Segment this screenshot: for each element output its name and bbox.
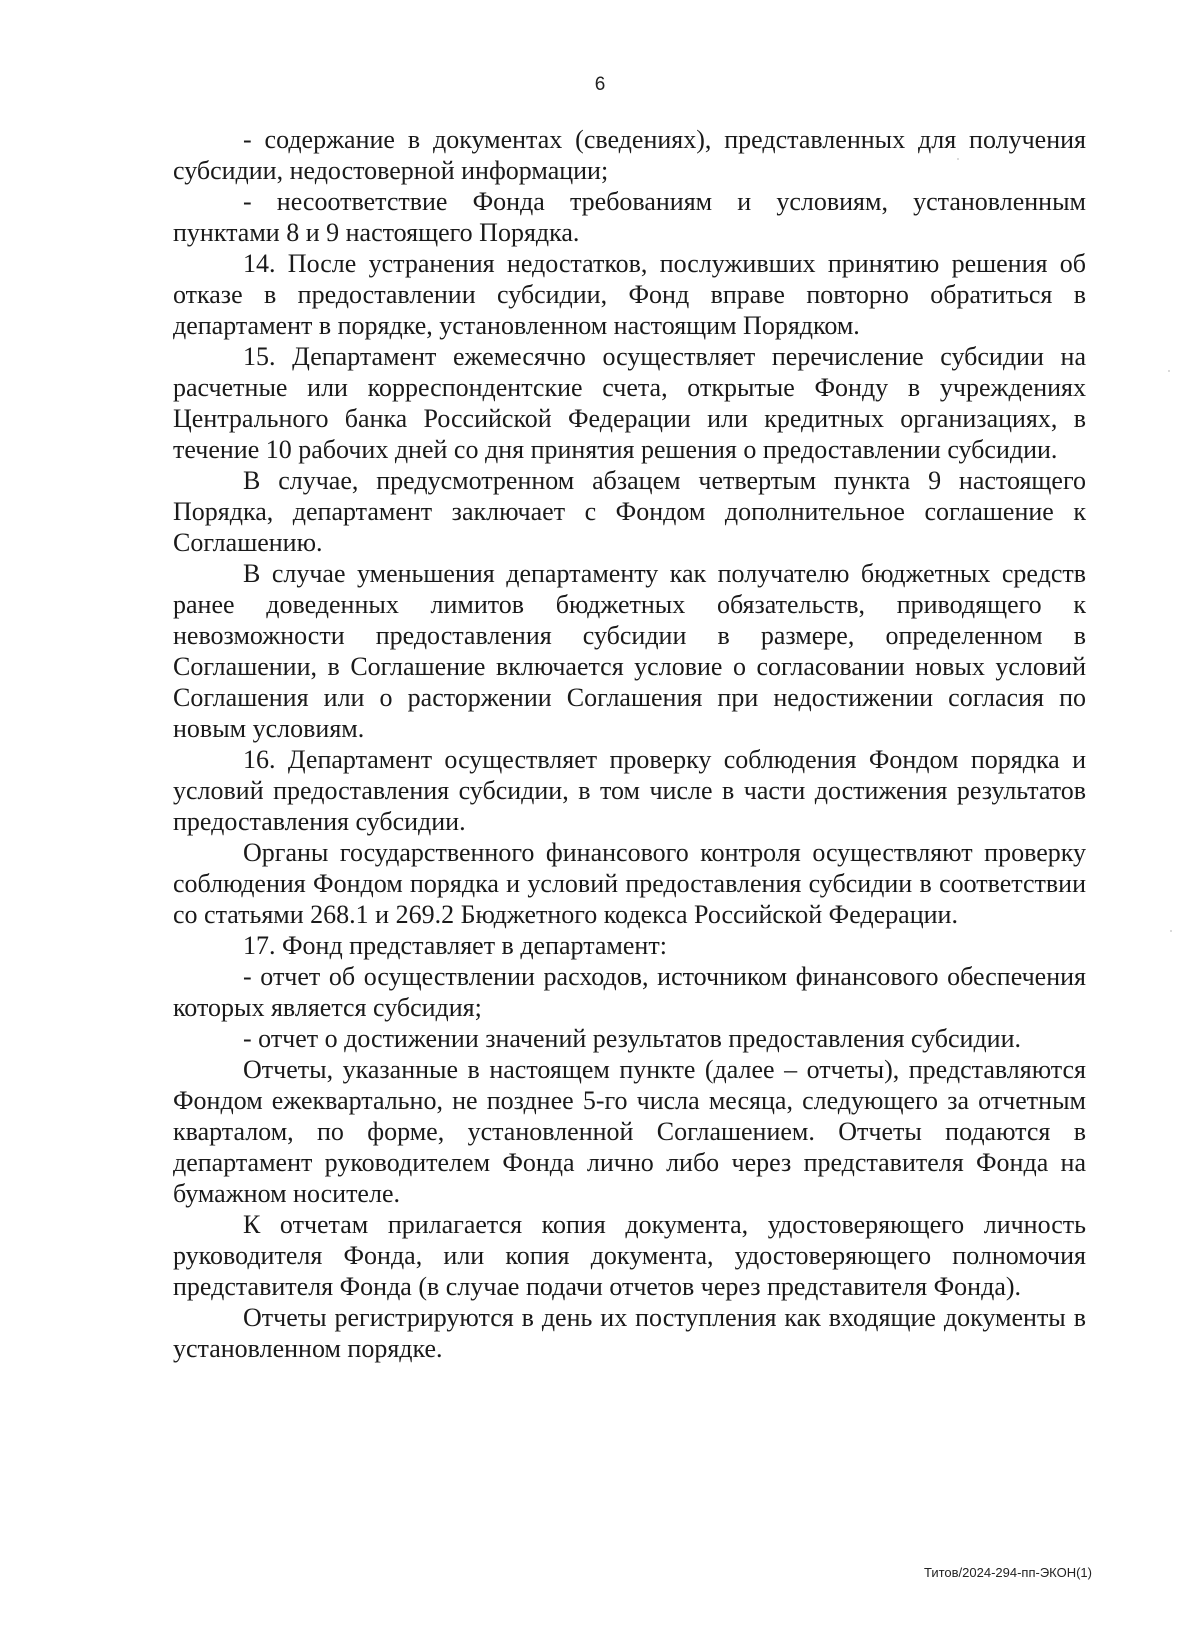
paragraph: 17. Фонд представляет в департамент:	[243, 931, 667, 960]
paragraph: К отчетам прилагается копия документа, удостоверяющего личность руководителя Фонда, или копия документа, удостоверяющего полномочия представителя Фонда (в случае подачи отчетов через представителя Фонда).	[173, 1210, 1086, 1301]
paragraph: Отчеты регистрируются в день их поступления как входящие документы в установленном порядке.	[173, 1303, 1086, 1363]
scan-speck	[1168, 370, 1170, 372]
paragraph: Органы государственного финансового контроля осуществляют проверку соблюдения Фондом порядка и условий предоставления субсидии в соответствии со статьями 268.1 и 269.2 Бюджетного кодекса Российской Федерации.	[173, 838, 1086, 929]
paragraph: 14. После устранения недостатков, послуживших принятию решения об отказе в предоставлении субсидии, Фонд вправе повторно обратиться в департамент в порядке, установленном настоящим Порядком.	[173, 249, 1086, 340]
paragraph: В случае уменьшения департаменту как получателю бюджетных средств ранее доведенных лимитов бюджетных обязательств, приводящего к невозможности предоставления субсидии в размере, определенном в Соглашении, в Соглашение включается условие о согласовании новых условий Соглашения или о расторжении Соглашения при недостижении согласия по новым условиям.	[173, 559, 1086, 743]
paragraph: - отчет о достижении значений результатов предоставления субсидии.	[243, 1024, 1021, 1053]
document-body	[173, 124, 1086, 1364]
paragraph: 15. Департамент ежемесячно осуществляет перечисление субсидии на расчетные или корреспондентские счета, открытые Фонду в учреждениях Центрального банка Российской Федерации или кредитных организациях, в течение 10 рабочих дней со дня принятия решения о предоставлении субсидии.	[173, 342, 1086, 464]
paragraph: - отчет об осуществлении расходов, источником финансового обеспечения которых является субсидия;	[173, 962, 1086, 1022]
paragraph: В случае, предусмотренном абзацем четвертым пункта 9 настоящего Порядка, департамент заключает с Фондом дополнительное соглашение к Соглашению.	[173, 466, 1086, 557]
scan-speck	[957, 158, 959, 160]
paragraph: - содержание в документах (сведениях), представленных для получения субсидии, недостоверной информации;	[173, 125, 1086, 185]
paragraph: 16. Департамент осуществляет проверку соблюдения Фондом порядка и условий предоставления субсидии, в том числе в части достижения результатов предоставления субсидии.	[173, 745, 1086, 836]
scan-speck	[1170, 930, 1172, 932]
paragraph: - несоответствие Фонда требованиям и условиям, установленным пунктами 8 и 9 настоящего Порядка.	[173, 187, 1086, 247]
page-number: 6	[594, 74, 606, 95]
document-code: Титов/2024-294-пп-ЭКОН(1)	[923, 1565, 1092, 1580]
paragraph: Отчеты, указанные в настоящем пункте (далее – отчеты), представляются Фондом ежеквартально, не позднее 5-го числа месяца, следующего за отчетным кварталом, по форме, установленной Соглашением. Отчеты подаются в департамент руководителем Фонда лично либо через представителя Фонда на бумажном носителе.	[173, 1055, 1086, 1208]
